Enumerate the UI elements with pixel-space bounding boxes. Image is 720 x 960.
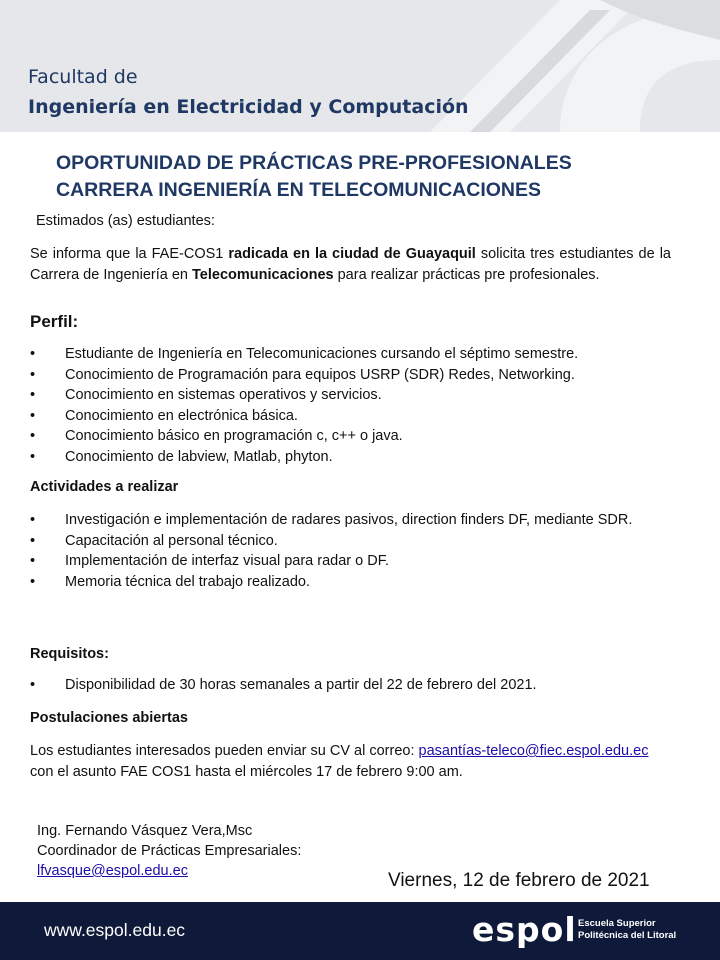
list-item-text: Investigación e implementación de radares pasivos, direction finders DF, mediante SDR. bbox=[65, 512, 633, 528]
list-item bbox=[30, 675, 690, 696]
logo-subtitle bbox=[578, 918, 676, 942]
bullet: • bbox=[30, 448, 36, 465]
intro-text-2: solicita tres estudiantes de la Carrera de Ingeniería en bbox=[30, 246, 671, 283]
list-item bbox=[30, 510, 670, 531]
intro-bold-location: radicada en la ciudad de Guayaquil bbox=[228, 246, 476, 262]
requisitos-heading: Requisitos: bbox=[30, 646, 109, 662]
intro-text-3: para realizar prácticas pre profesionales. bbox=[333, 267, 600, 283]
website-link[interactable]: www.espol.edu.ec bbox=[44, 920, 186, 940]
list-item bbox=[30, 531, 670, 552]
list-item bbox=[30, 406, 690, 427]
title-line2: CARRERA INGENIERÍA EN TELECOMUNICACIONES bbox=[56, 179, 541, 201]
bullet: • bbox=[30, 512, 36, 528]
list-item-text: Disponibilidad de 30 horas semanales a partir del 22 de febrero del 2021. bbox=[65, 677, 537, 693]
signature-role: Coordinador de Prácticas Empresariales: bbox=[37, 843, 302, 859]
bullet: • bbox=[30, 428, 36, 444]
list-item bbox=[30, 344, 690, 365]
list-item-text: Capacitación al personal técnico. bbox=[65, 532, 278, 549]
list-item-text: Memoria técnica del trabajo realizado. bbox=[65, 573, 311, 590]
document-date: Viernes, 12 de febrero de 2021 bbox=[388, 870, 650, 891]
bullet: • bbox=[30, 387, 36, 403]
signature-block bbox=[37, 821, 301, 881]
postulaciones-heading: Postulaciones abiertas bbox=[30, 710, 188, 726]
postulaciones-text-1: Los estudiantes interesados pueden enviar su CV al correo: bbox=[30, 743, 419, 759]
actividades-heading: Actividades a realizar bbox=[30, 479, 179, 495]
perfil-heading: Perfil: bbox=[30, 312, 79, 331]
list-item-text: Conocimiento de Programación para equipos USRP (SDR) Redes, Networking. bbox=[65, 366, 575, 383]
perfil-list bbox=[30, 344, 690, 467]
list-item-text: Conocimiento en sistemas operativos y servicios. bbox=[65, 387, 382, 403]
bullet: • bbox=[30, 532, 36, 549]
page-title bbox=[56, 150, 696, 204]
list-item-text: Conocimiento de labview, Matlab, phyton. bbox=[65, 448, 333, 465]
list-item bbox=[30, 365, 690, 386]
list-item-text: Conocimiento en electrónica básica. bbox=[65, 407, 298, 424]
list-item bbox=[30, 551, 670, 572]
intro-text-1: Se informa que la FAE-COS1 bbox=[30, 246, 229, 262]
list-item bbox=[30, 572, 670, 593]
logo-subtitle-line2: Politécnica del Litoral bbox=[578, 930, 677, 941]
greeting: Estimados (as) estudiantes: bbox=[36, 213, 215, 229]
application-email-link[interactable]: pasantías-teleco@fiec.espol.edu.ec bbox=[418, 743, 649, 759]
list-item bbox=[30, 447, 690, 468]
requisitos-list bbox=[30, 675, 690, 696]
signature-email-link[interactable]: lfvasque@espol.edu.ec bbox=[37, 863, 188, 879]
list-item bbox=[30, 426, 690, 447]
title-line1: OPORTUNIDAD DE PRÁCTICAS PRE-PROFESIONALES bbox=[56, 152, 572, 174]
postulaciones-paragraph bbox=[30, 741, 670, 783]
faculty-name-line2: Ingeniería en Electricidad y Computación bbox=[28, 96, 469, 118]
postulaciones-text-2: con el asunto FAE COS1 hasta el miércoles 17 de febrero 9:00 am. bbox=[30, 764, 463, 780]
list-item-text: Implementación de interfaz visual para radar o DF. bbox=[65, 553, 389, 569]
faculty-name-line1: Facultad de bbox=[28, 66, 138, 88]
espol-logo-icon: espol bbox=[472, 910, 577, 949]
actividades-list bbox=[30, 510, 670, 592]
list-item-text: Conocimiento básico en programación c, c++ o java. bbox=[65, 428, 403, 444]
bullet: • bbox=[30, 553, 36, 569]
list-item bbox=[30, 385, 690, 406]
signature-name: Ing. Fernando Vásquez Vera,Msc bbox=[37, 823, 253, 839]
logo-subtitle-line1: Escuela Superior bbox=[578, 918, 656, 929]
bullet: • bbox=[30, 677, 36, 693]
bullet: • bbox=[30, 366, 36, 383]
bullet: • bbox=[30, 573, 36, 590]
footer-bar bbox=[0, 902, 720, 960]
bullet: • bbox=[30, 407, 36, 424]
intro-paragraph bbox=[30, 244, 671, 286]
list-item-text: Estudiante de Ingeniería en Telecomunicaciones cursando el séptimo semestre. bbox=[65, 346, 579, 362]
intro-bold-career: Telecomunicaciones bbox=[192, 267, 334, 283]
faculty-header bbox=[0, 0, 720, 132]
bullet: • bbox=[30, 346, 36, 362]
